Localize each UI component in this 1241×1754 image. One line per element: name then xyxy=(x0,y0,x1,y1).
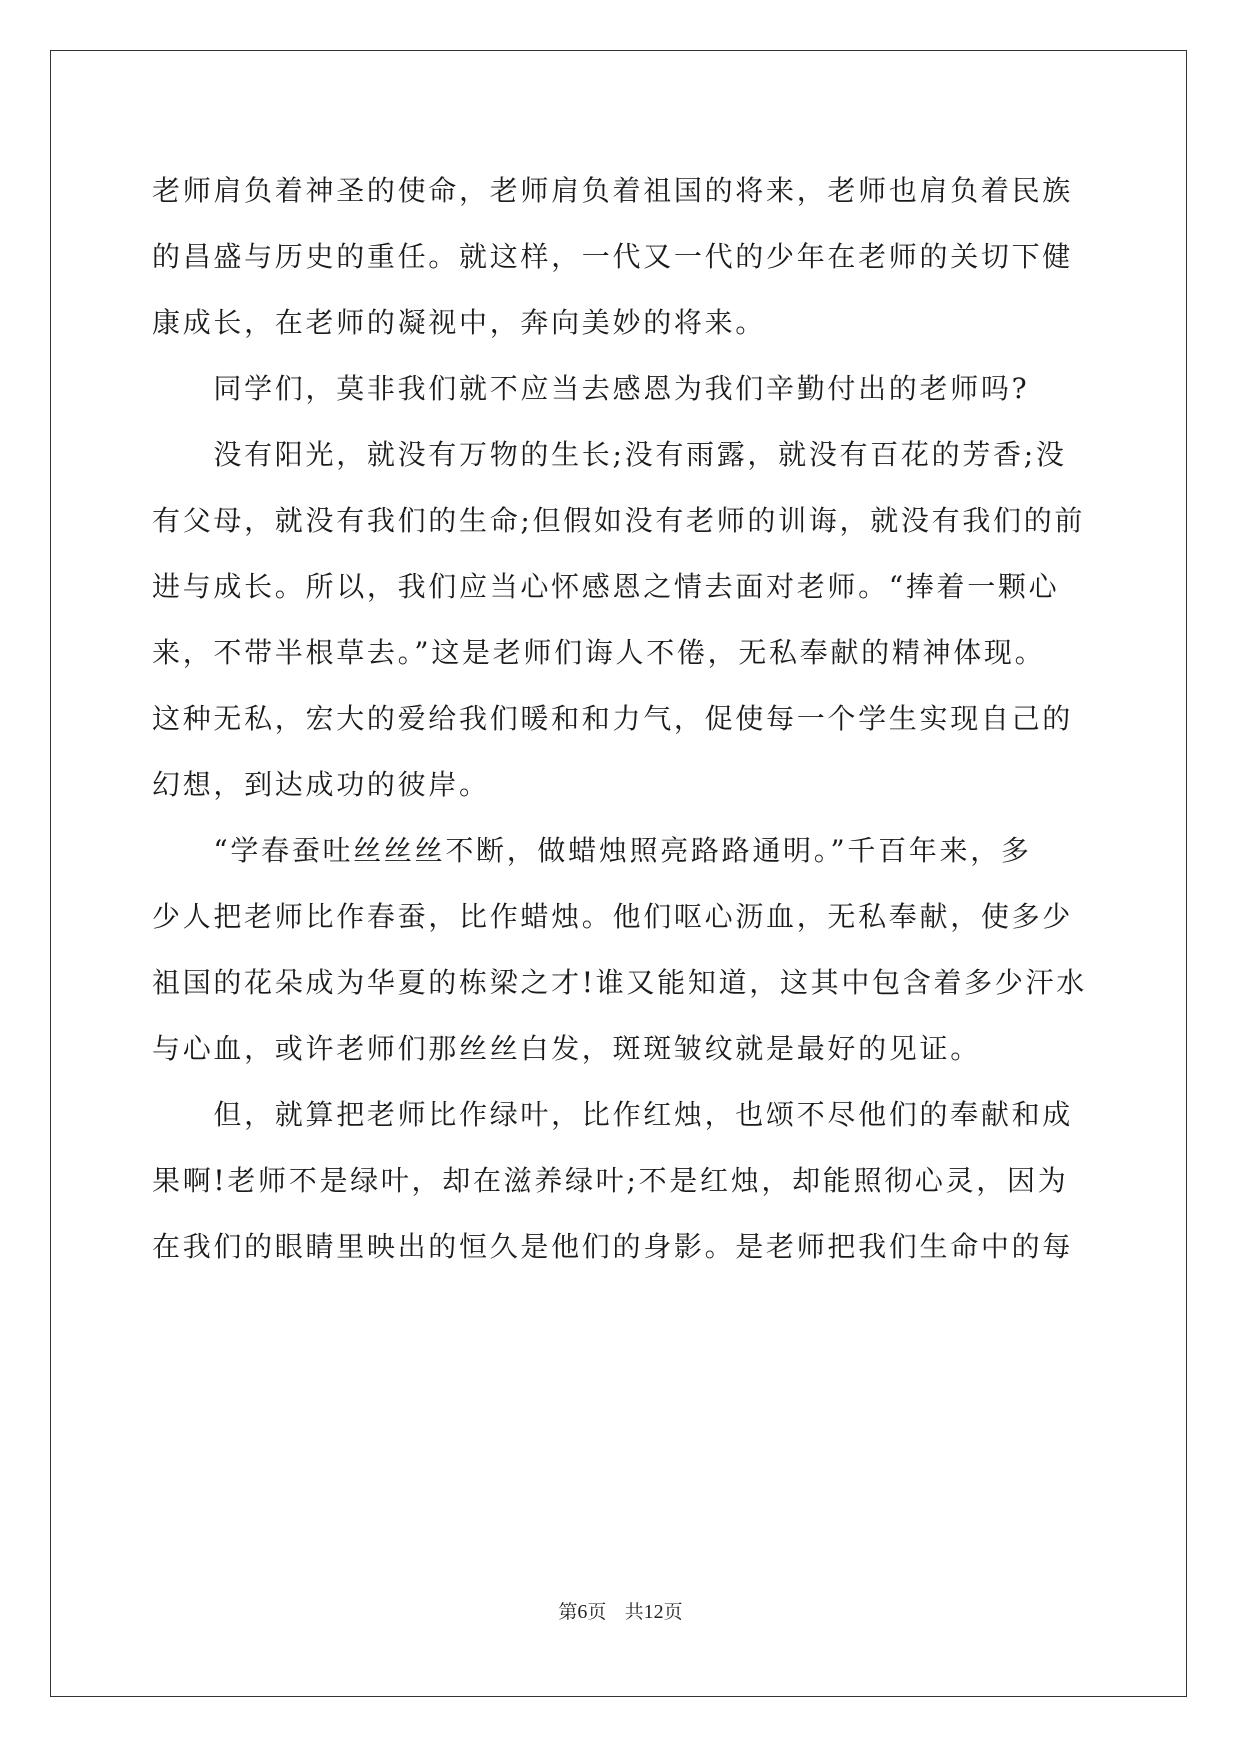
page-number: 6 xyxy=(577,1601,588,1623)
text-line: 老师肩负着神圣的使命，老师肩负着祖国的将来，老师也肩负着民族 xyxy=(152,174,1074,207)
text-line: 但，就算把老师比作绿叶，比作红烛，也颂不尽他们的奉献和成 xyxy=(152,1098,1074,1131)
text-line: 少人把老师比作春蚕，比作蜡烛。他们呕心沥血，无私奉献，使多少 xyxy=(152,900,1074,933)
text-line: 康成长，在老师的凝视中，奔向美妙的将来。 xyxy=(152,306,767,339)
text-line: 这种无私，宏大的爱给我们暖和和力气，促使每一个学生实现自己的 xyxy=(152,702,1074,735)
text-line: 的昌盛与历史的重任。就这样，一代又一代的少年在老师的关切下健 xyxy=(152,240,1074,273)
page-prefix: 第 xyxy=(558,1601,578,1623)
total-pages: 12 xyxy=(643,1601,664,1623)
text-line: 在我们的眼睛里映出的恒久是他们的身影。是老师把我们生命中的每 xyxy=(152,1230,1074,1263)
text-line: 同学们，莫非我们就不应当去感恩为我们辛勤付出的老师吗? xyxy=(152,372,1030,405)
text-line: 有父母，就没有我们的生命;但假如没有老师的训诲，就没有我们的前 xyxy=(152,504,1086,537)
text-line: 与心血，或许老师们那丝丝白发，斑斑皱纹就是最好的见证。 xyxy=(152,1032,981,1065)
text-line: 没有阳光，就没有万物的生长;没有雨露，就没有百花的芳香;没 xyxy=(152,438,1067,471)
document-body xyxy=(152,158,1092,1280)
text-line: 来，不带半根草去。”这是老师们诲人不倦，无私奉献的精神体现。 xyxy=(152,636,1046,669)
total-prefix: 共 xyxy=(624,1601,644,1623)
text-line: 进与成长。所以，我们应当心怀感恩之情去面对老师。“捧着一颗心 xyxy=(152,570,1060,603)
text-line: 祖国的花朵成为华夏的栋梁之才!谁又能知道，这其中包含着多少汗水 xyxy=(152,966,1087,999)
text-line: 幻想，到达成功的彼岸。 xyxy=(152,768,490,801)
text-line: 果啊!老师不是绿叶，却在滋养绿叶;不是红烛，却能照彻心灵，因为 xyxy=(152,1164,1069,1197)
total-suffix: 页 xyxy=(663,1601,683,1623)
text-line: “学春蚕吐丝丝丝不断，做蜡烛照亮路路通明。”千百年来，多 xyxy=(152,834,1032,867)
page-suffix: 页 xyxy=(587,1601,607,1623)
page-footer xyxy=(0,1600,1241,1624)
